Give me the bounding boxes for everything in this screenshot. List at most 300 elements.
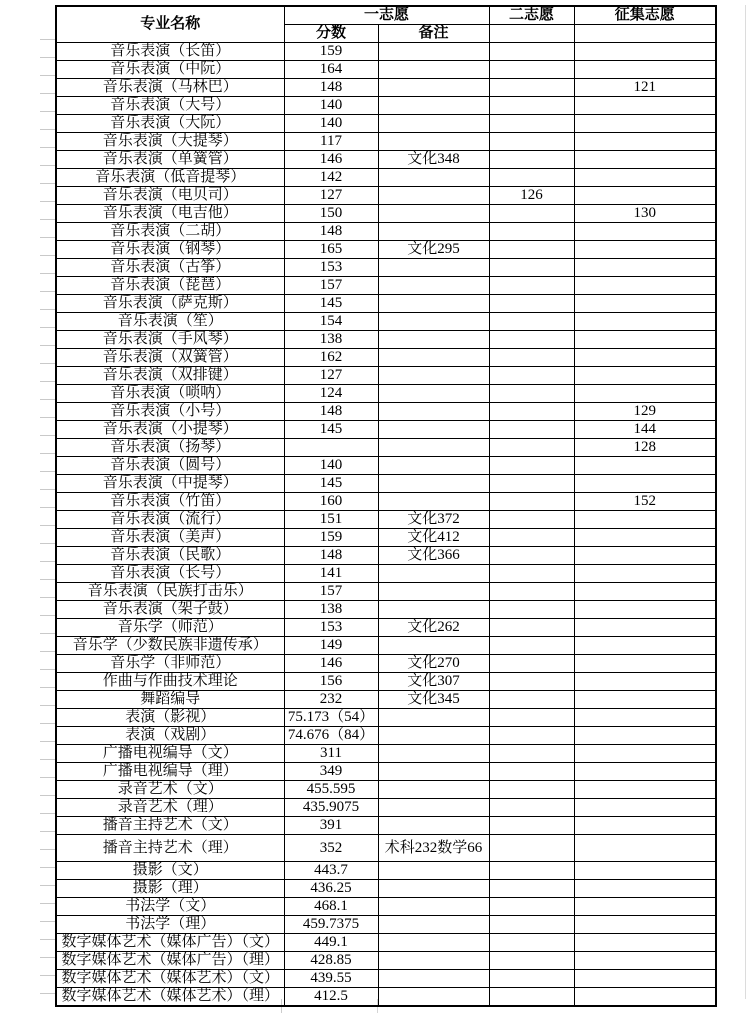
score-cell: 468.1 bbox=[284, 898, 378, 916]
remark-cell bbox=[378, 745, 489, 763]
remark-cell bbox=[378, 952, 489, 970]
table-row bbox=[56, 709, 716, 727]
gridline-stubs-left bbox=[40, 39, 55, 999]
second-choice-cell bbox=[489, 511, 574, 529]
score-cell: 145 bbox=[284, 421, 378, 439]
collect-cell bbox=[574, 655, 716, 673]
remark-cell bbox=[378, 187, 489, 205]
remark-cell bbox=[378, 259, 489, 277]
score-cell: 127 bbox=[284, 187, 378, 205]
major-cell: 音乐表演（低音提琴） bbox=[56, 169, 284, 187]
table-row bbox=[56, 79, 716, 97]
second-choice-cell bbox=[489, 223, 574, 241]
second-choice-cell bbox=[489, 655, 574, 673]
collect-cell bbox=[574, 511, 716, 529]
collect-cell bbox=[574, 187, 716, 205]
second-choice-cell bbox=[489, 529, 574, 547]
major-cell: 音乐学（非师范） bbox=[56, 655, 284, 673]
score-cell: 138 bbox=[284, 331, 378, 349]
remark-cell bbox=[378, 97, 489, 115]
table-row bbox=[56, 223, 716, 241]
collect-cell bbox=[574, 349, 716, 367]
major-cell: 音乐表演（马林巴） bbox=[56, 79, 284, 97]
collect-cell: 128 bbox=[574, 439, 716, 457]
second-choice-cell bbox=[489, 799, 574, 817]
collect-cell: 129 bbox=[574, 403, 716, 421]
table-row bbox=[56, 97, 716, 115]
table-row bbox=[56, 331, 716, 349]
admission-score-table bbox=[55, 5, 717, 1007]
score-cell: 159 bbox=[284, 529, 378, 547]
table-row bbox=[56, 745, 716, 763]
score-cell: 149 bbox=[284, 637, 378, 655]
remark-cell: 文化345 bbox=[378, 691, 489, 709]
score-cell: 311 bbox=[284, 745, 378, 763]
remark-cell bbox=[378, 781, 489, 799]
second-choice-cell bbox=[489, 259, 574, 277]
collect-cell bbox=[574, 637, 716, 655]
table-row bbox=[56, 781, 716, 799]
major-cell: 音乐表演（大阮） bbox=[56, 115, 284, 133]
remark-cell bbox=[378, 295, 489, 313]
collect-cell bbox=[574, 61, 716, 79]
remark-cell bbox=[378, 637, 489, 655]
major-cell: 表演（戏剧） bbox=[56, 727, 284, 745]
score-cell: 146 bbox=[284, 151, 378, 169]
table-row bbox=[56, 349, 716, 367]
score-cell: 157 bbox=[284, 277, 378, 295]
remark-cell bbox=[378, 727, 489, 745]
second-choice-cell bbox=[489, 475, 574, 493]
score-cell: 157 bbox=[284, 583, 378, 601]
major-cell: 音乐表演（手风琴） bbox=[56, 331, 284, 349]
second-choice-cell bbox=[489, 169, 574, 187]
remark-cell bbox=[378, 331, 489, 349]
remark-cell bbox=[378, 475, 489, 493]
header-collect-sub bbox=[574, 25, 716, 43]
score-cell: 156 bbox=[284, 673, 378, 691]
score-cell: 159 bbox=[284, 43, 378, 61]
remark-cell bbox=[378, 385, 489, 403]
second-choice-cell bbox=[489, 295, 574, 313]
second-choice-cell bbox=[489, 691, 574, 709]
second-choice-cell bbox=[489, 439, 574, 457]
header-row-1 bbox=[56, 6, 716, 25]
major-cell: 音乐表演（中提琴） bbox=[56, 475, 284, 493]
major-cell: 音乐表演（钢琴） bbox=[56, 241, 284, 259]
table-row bbox=[56, 619, 716, 637]
table-row bbox=[56, 547, 716, 565]
remark-cell bbox=[378, 988, 489, 1007]
second-choice-cell bbox=[489, 133, 574, 151]
second-choice-cell bbox=[489, 277, 574, 295]
second-choice-cell bbox=[489, 970, 574, 988]
table-row bbox=[56, 934, 716, 952]
score-cell: 145 bbox=[284, 475, 378, 493]
major-cell: 音乐表演（竹笛） bbox=[56, 493, 284, 511]
remark-cell bbox=[378, 565, 489, 583]
header-score: 分数 bbox=[284, 25, 378, 43]
major-cell: 录音艺术（文） bbox=[56, 781, 284, 799]
header-first-choice: 一志愿 bbox=[284, 6, 489, 25]
major-cell: 音乐表演（萨克斯） bbox=[56, 295, 284, 313]
table-row bbox=[56, 493, 716, 511]
second-choice-cell bbox=[489, 880, 574, 898]
score-cell: 164 bbox=[284, 61, 378, 79]
table-row bbox=[56, 43, 716, 61]
remark-cell: 文化412 bbox=[378, 529, 489, 547]
remark-cell bbox=[378, 403, 489, 421]
remark-cell bbox=[378, 439, 489, 457]
table-row bbox=[56, 367, 716, 385]
score-cell: 153 bbox=[284, 259, 378, 277]
table-body bbox=[56, 43, 716, 1007]
score-cell: 232 bbox=[284, 691, 378, 709]
table-row bbox=[56, 439, 716, 457]
collect-cell bbox=[574, 601, 716, 619]
score-cell: 140 bbox=[284, 457, 378, 475]
major-cell: 音乐表演（古筝） bbox=[56, 259, 284, 277]
major-cell: 摄影（理） bbox=[56, 880, 284, 898]
score-cell: 459.7375 bbox=[284, 916, 378, 934]
table-row bbox=[56, 241, 716, 259]
second-choice-cell bbox=[489, 709, 574, 727]
collect-cell bbox=[574, 916, 716, 934]
second-choice-cell bbox=[489, 205, 574, 223]
table-row bbox=[56, 403, 716, 421]
collect-cell bbox=[574, 331, 716, 349]
major-cell: 作曲与作曲技术理论 bbox=[56, 673, 284, 691]
table-row bbox=[56, 295, 716, 313]
table-row bbox=[56, 277, 716, 295]
major-cell: 音乐表演（中阮） bbox=[56, 61, 284, 79]
table-row bbox=[56, 763, 716, 781]
collect-cell bbox=[574, 880, 716, 898]
table-row bbox=[56, 655, 716, 673]
second-choice-cell bbox=[489, 637, 574, 655]
second-choice-cell bbox=[489, 97, 574, 115]
score-cell: 436.25 bbox=[284, 880, 378, 898]
major-cell: 舞蹈编导 bbox=[56, 691, 284, 709]
collect-cell bbox=[574, 529, 716, 547]
major-cell: 音乐表演（美声） bbox=[56, 529, 284, 547]
remark-cell: 文化295 bbox=[378, 241, 489, 259]
collect-cell bbox=[574, 898, 716, 916]
second-choice-cell bbox=[489, 241, 574, 259]
table-row bbox=[56, 61, 716, 79]
major-cell: 广播电视编导（理） bbox=[56, 763, 284, 781]
remark-cell bbox=[378, 223, 489, 241]
score-cell: 140 bbox=[284, 115, 378, 133]
collect-cell bbox=[574, 259, 716, 277]
collect-cell bbox=[574, 727, 716, 745]
major-cell: 音乐表演（民歌） bbox=[56, 547, 284, 565]
table-row bbox=[56, 205, 716, 223]
score-cell: 124 bbox=[284, 385, 378, 403]
table-row bbox=[56, 835, 716, 862]
collect-cell bbox=[574, 709, 716, 727]
table-row bbox=[56, 988, 716, 1007]
second-choice-cell bbox=[489, 952, 574, 970]
second-choice-cell bbox=[489, 916, 574, 934]
table-row bbox=[56, 637, 716, 655]
collect-cell bbox=[574, 952, 716, 970]
remark-cell: 文化366 bbox=[378, 547, 489, 565]
second-choice-cell bbox=[489, 727, 574, 745]
remark-cell bbox=[378, 421, 489, 439]
score-cell: 74.676（84） bbox=[284, 727, 378, 745]
score-cell: 142 bbox=[284, 169, 378, 187]
collect-cell bbox=[574, 457, 716, 475]
score-cell: 412.5 bbox=[284, 988, 378, 1007]
second-choice-cell bbox=[489, 547, 574, 565]
score-cell: 428.85 bbox=[284, 952, 378, 970]
header-second-choice: 二志愿 bbox=[489, 6, 574, 25]
remark-cell bbox=[378, 880, 489, 898]
score-cell: 449.1 bbox=[284, 934, 378, 952]
collect-cell bbox=[574, 133, 716, 151]
score-cell: 148 bbox=[284, 223, 378, 241]
major-cell: 音乐学（少数民族非遗传承） bbox=[56, 637, 284, 655]
score-cell: 140 bbox=[284, 97, 378, 115]
major-cell: 音乐表演（长号） bbox=[56, 565, 284, 583]
table-row bbox=[56, 187, 716, 205]
score-cell: 151 bbox=[284, 511, 378, 529]
table-row bbox=[56, 916, 716, 934]
score-cell: 153 bbox=[284, 619, 378, 637]
table-row bbox=[56, 115, 716, 133]
second-choice-cell bbox=[489, 817, 574, 835]
major-cell: 广播电视编导（文） bbox=[56, 745, 284, 763]
table-row bbox=[56, 799, 716, 817]
second-choice-cell bbox=[489, 367, 574, 385]
score-cell: 162 bbox=[284, 349, 378, 367]
collect-cell bbox=[574, 619, 716, 637]
table-row bbox=[56, 691, 716, 709]
collect-cell bbox=[574, 988, 716, 1007]
major-cell: 播音主持艺术（文） bbox=[56, 817, 284, 835]
major-cell: 音乐表演（琵琶） bbox=[56, 277, 284, 295]
major-cell: 音乐表演（小号） bbox=[56, 403, 284, 421]
score-cell: 146 bbox=[284, 655, 378, 673]
major-cell: 音乐表演（大提琴） bbox=[56, 133, 284, 151]
major-cell: 数字媒体艺术（媒体艺术）（理） bbox=[56, 988, 284, 1007]
collect-cell bbox=[574, 43, 716, 61]
collect-cell bbox=[574, 313, 716, 331]
collect-cell bbox=[574, 691, 716, 709]
remark-cell bbox=[378, 916, 489, 934]
collect-cell bbox=[574, 295, 716, 313]
score-cell: 391 bbox=[284, 817, 378, 835]
major-cell: 音乐表演（民族打击乐） bbox=[56, 583, 284, 601]
table-row bbox=[56, 583, 716, 601]
collect-cell: 121 bbox=[574, 79, 716, 97]
collect-cell bbox=[574, 781, 716, 799]
remark-cell bbox=[378, 367, 489, 385]
remark-cell bbox=[378, 79, 489, 97]
score-cell: 154 bbox=[284, 313, 378, 331]
major-cell: 音乐表演（大号） bbox=[56, 97, 284, 115]
remark-cell bbox=[378, 970, 489, 988]
collect-cell bbox=[574, 799, 716, 817]
collect-cell bbox=[574, 673, 716, 691]
collect-cell bbox=[574, 835, 716, 862]
table-row bbox=[56, 673, 716, 691]
major-cell: 音乐表演（小提琴） bbox=[56, 421, 284, 439]
major-cell: 数字媒体艺术（媒体广告）（理） bbox=[56, 952, 284, 970]
table-row bbox=[56, 952, 716, 970]
remark-cell bbox=[378, 133, 489, 151]
second-choice-cell bbox=[489, 763, 574, 781]
second-choice-cell bbox=[489, 349, 574, 367]
remark-cell: 术科232数学66 bbox=[378, 835, 489, 862]
major-cell: 书法学（文） bbox=[56, 898, 284, 916]
remark-cell: 文化348 bbox=[378, 151, 489, 169]
collect-cell bbox=[574, 970, 716, 988]
table-row bbox=[56, 385, 716, 403]
collect-cell bbox=[574, 565, 716, 583]
second-choice-cell bbox=[489, 43, 574, 61]
second-choice-cell bbox=[489, 79, 574, 97]
major-cell: 音乐表演（长笛） bbox=[56, 43, 284, 61]
collect-cell bbox=[574, 169, 716, 187]
table-row bbox=[56, 169, 716, 187]
collect-cell bbox=[574, 547, 716, 565]
score-cell: 138 bbox=[284, 601, 378, 619]
major-cell: 音乐表演（架子鼓） bbox=[56, 601, 284, 619]
score-cell: 148 bbox=[284, 403, 378, 421]
second-choice-cell bbox=[489, 421, 574, 439]
table-row bbox=[56, 970, 716, 988]
table-row bbox=[56, 862, 716, 880]
major-cell: 音乐表演（流行） bbox=[56, 511, 284, 529]
second-choice-cell bbox=[489, 493, 574, 511]
header-second-choice-sub bbox=[489, 25, 574, 43]
second-choice-cell bbox=[489, 403, 574, 421]
second-choice-cell bbox=[489, 673, 574, 691]
second-choice-cell bbox=[489, 151, 574, 169]
second-choice-cell bbox=[489, 835, 574, 862]
major-cell: 音乐表演（唢呐） bbox=[56, 385, 284, 403]
collect-cell: 144 bbox=[574, 421, 716, 439]
remark-cell: 文化270 bbox=[378, 655, 489, 673]
major-cell: 音乐学（师范） bbox=[56, 619, 284, 637]
collect-cell bbox=[574, 151, 716, 169]
second-choice-cell bbox=[489, 934, 574, 952]
table-row bbox=[56, 529, 716, 547]
remark-cell bbox=[378, 799, 489, 817]
table-row bbox=[56, 421, 716, 439]
remark-cell bbox=[378, 349, 489, 367]
score-cell bbox=[284, 439, 378, 457]
major-cell: 音乐表演（单簧管） bbox=[56, 151, 284, 169]
score-cell: 443.7 bbox=[284, 862, 378, 880]
collect-cell: 130 bbox=[574, 205, 716, 223]
score-cell: 75.173（54） bbox=[284, 709, 378, 727]
remark-cell bbox=[378, 313, 489, 331]
collect-cell bbox=[574, 475, 716, 493]
table-row bbox=[56, 151, 716, 169]
major-cell: 数字媒体艺术（媒体艺术）（文） bbox=[56, 970, 284, 988]
major-cell: 表演（影视） bbox=[56, 709, 284, 727]
second-choice-cell bbox=[489, 457, 574, 475]
collect-cell bbox=[574, 385, 716, 403]
second-choice-cell bbox=[489, 898, 574, 916]
table-row bbox=[56, 259, 716, 277]
remark-cell: 文化307 bbox=[378, 673, 489, 691]
major-cell: 数字媒体艺术（媒体广告）（文） bbox=[56, 934, 284, 952]
remark-cell bbox=[378, 898, 489, 916]
collect-cell bbox=[574, 745, 716, 763]
score-cell: 455.595 bbox=[284, 781, 378, 799]
remark-cell bbox=[378, 817, 489, 835]
score-cell: 117 bbox=[284, 133, 378, 151]
table-row bbox=[56, 457, 716, 475]
collect-cell bbox=[574, 862, 716, 880]
collect-cell: 152 bbox=[574, 493, 716, 511]
table-row bbox=[56, 880, 716, 898]
collect-cell bbox=[574, 367, 716, 385]
remark-cell bbox=[378, 61, 489, 79]
major-cell: 摄影（文） bbox=[56, 862, 284, 880]
second-choice-cell bbox=[489, 313, 574, 331]
major-cell: 音乐表演（圆号） bbox=[56, 457, 284, 475]
table-row bbox=[56, 133, 716, 151]
second-choice-cell bbox=[489, 115, 574, 133]
major-cell: 音乐表演（二胡） bbox=[56, 223, 284, 241]
score-cell: 150 bbox=[284, 205, 378, 223]
score-cell: 439.55 bbox=[284, 970, 378, 988]
second-choice-cell bbox=[489, 601, 574, 619]
table-row bbox=[56, 727, 716, 745]
major-cell: 书法学（理） bbox=[56, 916, 284, 934]
score-cell: 148 bbox=[284, 79, 378, 97]
second-choice-cell: 126 bbox=[489, 187, 574, 205]
table-row bbox=[56, 475, 716, 493]
second-choice-cell bbox=[489, 385, 574, 403]
table-row bbox=[56, 313, 716, 331]
major-cell: 录音艺术（理） bbox=[56, 799, 284, 817]
second-choice-cell bbox=[489, 331, 574, 349]
second-choice-cell bbox=[489, 565, 574, 583]
major-cell: 音乐表演（电吉他） bbox=[56, 205, 284, 223]
remark-cell bbox=[378, 934, 489, 952]
remark-cell bbox=[378, 277, 489, 295]
second-choice-cell bbox=[489, 988, 574, 1007]
header-remark: 备注 bbox=[378, 25, 489, 43]
remark-cell bbox=[378, 601, 489, 619]
collect-cell bbox=[574, 934, 716, 952]
major-cell: 音乐表演（扬琴） bbox=[56, 439, 284, 457]
second-choice-cell bbox=[489, 583, 574, 601]
major-cell: 音乐表演（双排键） bbox=[56, 367, 284, 385]
second-choice-cell bbox=[489, 619, 574, 637]
collect-cell bbox=[574, 223, 716, 241]
table-row bbox=[56, 817, 716, 835]
score-cell: 148 bbox=[284, 547, 378, 565]
table-row bbox=[56, 601, 716, 619]
collect-cell bbox=[574, 241, 716, 259]
remark-cell bbox=[378, 709, 489, 727]
collect-cell bbox=[574, 583, 716, 601]
score-cell: 435.9075 bbox=[284, 799, 378, 817]
remark-cell: 文化262 bbox=[378, 619, 489, 637]
score-cell: 165 bbox=[284, 241, 378, 259]
remark-cell bbox=[378, 205, 489, 223]
header-major: 专业名称 bbox=[56, 6, 284, 43]
score-cell: 145 bbox=[284, 295, 378, 313]
major-cell: 音乐表演（电贝司） bbox=[56, 187, 284, 205]
